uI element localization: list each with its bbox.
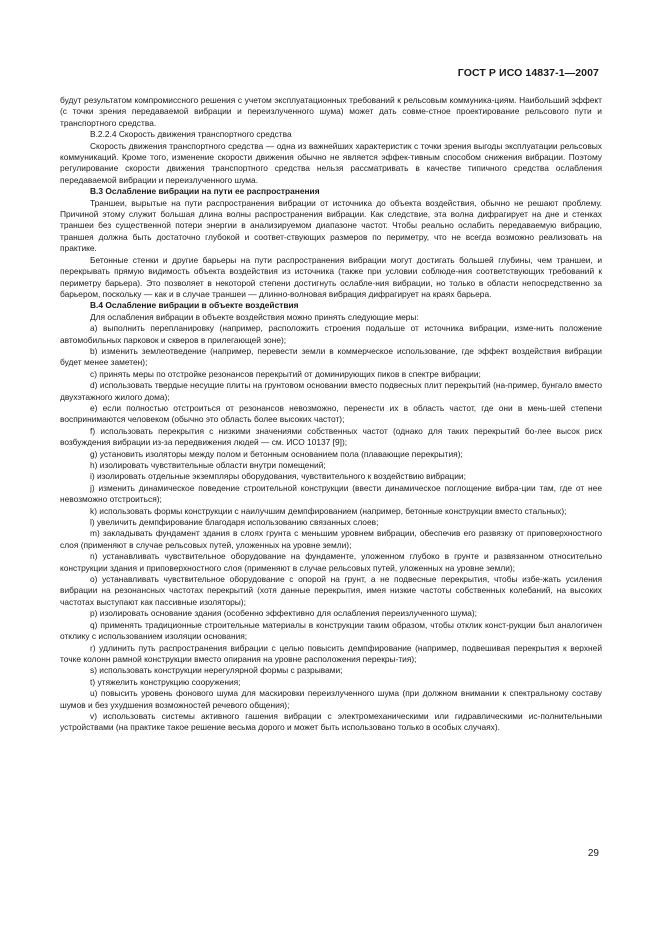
- paragraph: j) изменить динамическое поведение строительной конструкции (ввести динамическое поглощение вибра-ции там, где от нее невозможно отстроиться);: [60, 482, 602, 505]
- paragraph: s) использовать конструкции нерегулярной формы с разрывами;: [90, 665, 343, 676]
- document-body: [60, 95, 602, 734]
- paragraph: l) увеличить демпфирование благодаря использованию связанных слоев;: [90, 517, 379, 528]
- paragraph: b) изменить землеотведение (например, перевести земли в коммерческое использование, где эффект воздействия вибрации будет менее заметен);: [60, 345, 602, 368]
- paragraph: o) устанавливать чувствительное оборудование с опорой на грунт, а не подвесные перекрытия, чтобы избе-жать усиления вибрации на резонансных частотах перекрытий (хотя данные перекрытия, имея низкие частоты собственных колебаний, на высоких частотах выступают как пассивные изоляторы);: [60, 574, 602, 607]
- paragraph: a) выполнить перепланировку (например, расположить строения подальше от источника вибрации, изме-нить положение автомобильных парковок и скверов в прилегающей зоне);: [60, 323, 602, 345]
- paragraph: p) изолировать основание здания (особенно эффективно для ослабления переизлученного шума);: [90, 608, 478, 619]
- paragraph: r) удлинить путь распространения вибрации с целью повысить демпфирование (например, подвешивая перекрытия к верхней точке колонн рамной конструкции вместо опирания на уровне расположения перекры-тия);: [60, 642, 602, 664]
- paragraph: d) использовать твердые несущие плиты на грунтовом основании вместо подвесных плит перекрытий (на-пример, бунгало вместо двухэтажного жилого дома);: [60, 380, 602, 402]
- paragraph: Бетонные стенки и другие барьеры на пути распространения вибрации могут достигать большей глубины, чем траншеи, и перекрывать прямую видимость объекта воздействия из источника (также при условии соблюде-ния соответствующих требований к периметру барьера). Это позволяет в некоторой степени достигнуть ослабле-ния вибрации, но только в области непосредственно за барьером, поскольку — как и в случае траншеи — длинно-волновая вибрация дифрагирует на краях барьера.: [60, 254, 602, 299]
- paragraph: i) изолировать отдельные экземпляры оборудования, чувствительного к воздействию вибрации;: [90, 471, 466, 482]
- paragraph: Скорость движения транспортного средства — одна из важнейших характеристик с точки зрения выгоды эксплуатации рельсовых коммуникаций. Кроме того, изменение скорости движения обычно не является эффек-тивным способом снижения вибрации. Поэтому регулирование скорости движения транспортного средства нельзя рассматривать в качестве типичного средства ослабления передаваемой вибрации и переизлученного шума.: [60, 140, 602, 185]
- section-heading: В.3 Ослабление вибрации на пути ее распространения: [90, 186, 320, 197]
- paragraph: В.2.2.4 Скорость движения транспортного средства: [90, 129, 292, 140]
- paragraph: q) применять традиционные строительные материалы в конструкции таким образом, чтобы отклик конст-рукции был аналогичен отклику с использованием изоляции основания;: [60, 619, 602, 642]
- paragraph: Для ослабления вибрации в объекте воздействия можно принять следующие меры:: [90, 311, 419, 322]
- paragraph: h) изолировать чувствительные области внутри помещений;: [90, 460, 326, 470]
- paragraph: v) использовать системы активного гашения вибрации с электромеханическими или гидравлическими ис-полнительными устройствами (на практике такое решение весьма дорого и может быть использовано только в особых случаях).: [60, 710, 602, 733]
- document-header-id: ГОСТ Р ИСО 14837-1—2007: [457, 67, 599, 79]
- paragraph: g) установить изоляторы между полом и бетонным основанием пола (плавающие перекрытия);: [90, 448, 463, 459]
- paragraph: n) устанавливать чувствительное оборудование на фундаменте, уложенном глубоко в грунте и развязанном относительно конструкции здания и приповерхностного слоя (применяют в случае рельсовых путей, уложенных на уровне земли);: [60, 551, 602, 573]
- paragraph: будут результатом компромиссного решения с учетом эксплуатационных требований к рельсовым коммуника-циям. Наибольший эффект (с точки зрения передаваемой вибрации и переизлученного шума) может дать совме-стное проектирование рельсового пути и транспортного средства.: [60, 95, 602, 128]
- paragraph: c) принять меры по отстройке резонансов перекрытий от доминирующих пиков в спектре вибрации;: [90, 368, 481, 379]
- paragraph: Траншеи, вырытые на пути распространения вибрации от источника до объекта воздействия, обычно не решают проблему. Причиной этому служит большая длина волны распространения вибрации. Как следствие, эта волна дифрагирует на дне и стенках траншеи без существенной потери энергии в анализируемом диапазоне частот. Чтобы реально ослабить передаваемую вибрацию, траншея должна быть достаточно глубокой и соответ-ствующих размеров по периметру, что не всегда возможно реализовать на практике.: [60, 197, 602, 254]
- paragraph: t) утяжелить конструкцию сооружения;: [90, 676, 241, 687]
- paragraph: u) повысить уровень фонового шума для маскировки переизлученного шума (при должном внимании к спектральному составу шумов и без ухудшения возможностей речевого общения);: [60, 688, 602, 710]
- paragraph: k) использовать формы конструкции с наилучшим демпфированием (например, бетонные конструкции вместо стальных);: [90, 505, 567, 516]
- section-heading: В.4 Ослабление вибрации в объекте воздействия: [90, 300, 299, 311]
- page-number: 29: [587, 848, 599, 859]
- paragraph: m) закладывать фундамент здания в слоях грунта с меньшим уровнем вибрации, обеспечив его развязку от приповерхностного слоя (применяют в случае рельсовых путей, уложенных на уровне земли);: [60, 528, 602, 550]
- paragraph: e) если полностью отстроиться от резонансов невозможно, перенести их в область частот, где они в мень-шей степени воспринимаются человеком (обычно это область более высоких частот);: [60, 402, 602, 425]
- paragraph: f) использовать перекрытия с низкими значениями собственных частот (однако для таких перекрытий бо-лее высок риск возбуждения вибрации из-за передвижения людей — см. ИСО 10137 [9]);: [60, 425, 602, 448]
